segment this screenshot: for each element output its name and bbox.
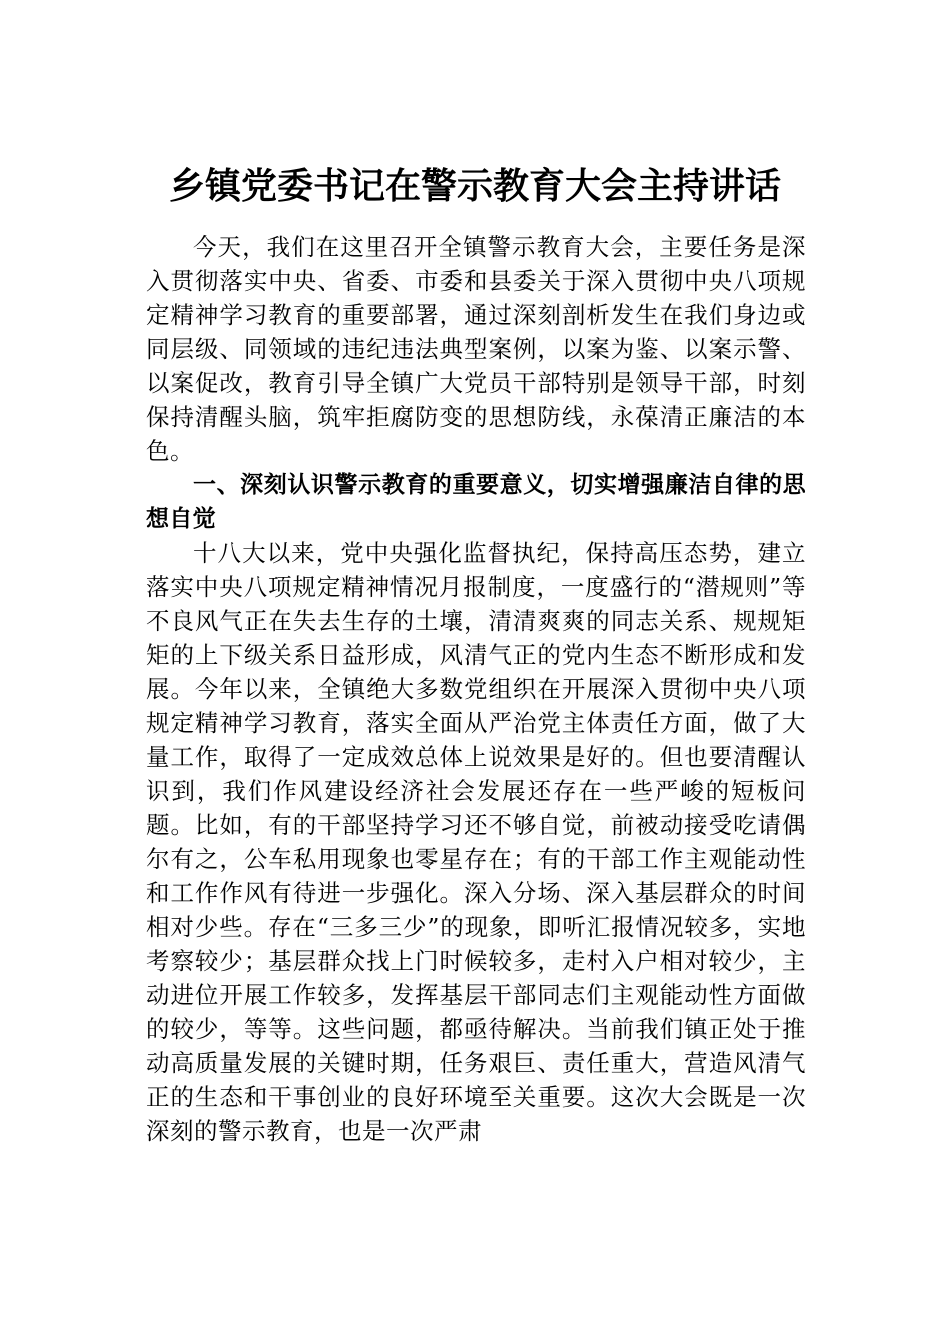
- section-1-paragraph: 十八大以来，党中央强化监督执纪，保持高压态势，建立落实中央八项规定精神情况月报制度，一度盛行的“潜规则”等不良风气正在失去生存的土壤，清清爽爽的同志关系、规规矩矩的上下级关系日益形成，风清气正的党内生态不断形成和发展。今年以来，全镇绝大多数党组织在开展深入贯彻中央八项规定精神学习教育，落实全面从严治党主体责任方面，做了大量工作，取得了一定成效总体上说效果是好的。但也要清醒认识到，我们作风建设经济社会发展还存在一些严峻的短板问题。比如，有的干部坚持学习还不够自觉，前被动接受吃请偶尔有之，公车私用现象也零星存在；有的干部工作主观能动性和工作作风有待进一步强化。深入分场、深入基层群众的时间相对少些。存在“三多三少”的现象，即听汇报情况较多，实地考察较少；基层群众找上门时候较多，走村入户相对较少，主动进位开展工作较多，发挥基层干部同志们主观能动性方面做的较少，等等。这些问题，都亟待解决。当前我们镇正处于推动高质量发展的关键时期，任务艰巨、责任重大，营造风清气正的生态和干事创业的良好环境至关重要。这次大会既是一次深刻的警示教育，也是一次严肃: [146, 539, 806, 1145]
- section-heading-1: 一、深刻认识警示教育的重要意义，切实增强廉洁自律的思想自觉: [146, 472, 806, 532]
- intro-paragraph: 今天，我们在这里召开全镇警示教育大会，主要任务是深入贯彻落实中央、省委、市委和县委关于深入贯彻中央八项规定精神学习教育的重要部署，通过深刻剖析发生在我们身边或同层级、同领域的违纪违法典型案例，以案为鉴、以案示警、以案促改，教育引导全镇广大党员干部特别是领导干部，时刻保持清醒头脑，筑牢拒腐防变的思想防线，永葆清正廉洁的本色。: [146, 233, 806, 465]
- document-body: [146, 230, 806, 1148]
- document-title: 乡镇党委书记在警示教育大会主持讲话: [168, 165, 781, 207]
